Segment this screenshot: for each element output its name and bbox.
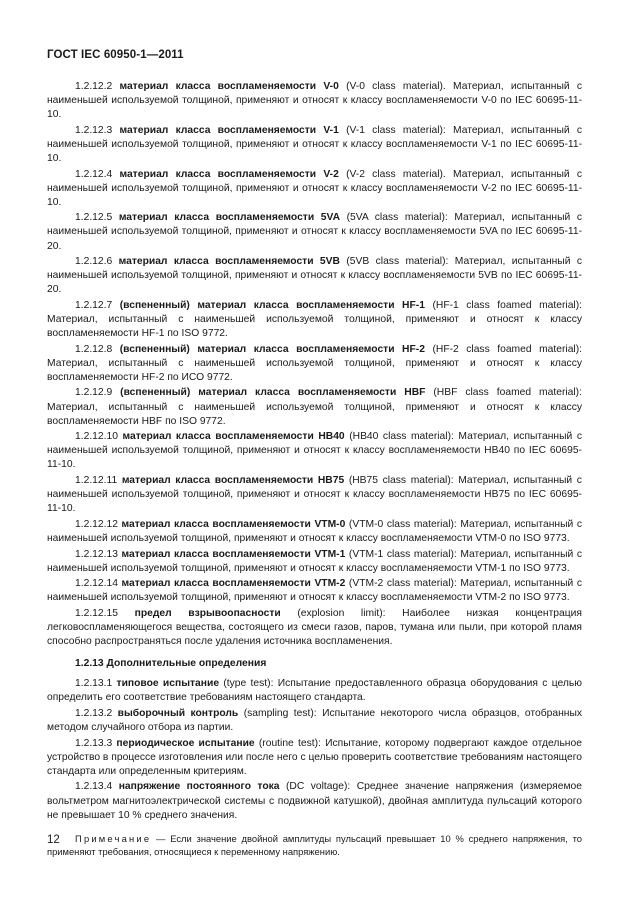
definition-text: (HBF class foamed material): Материал, испытанный с наименьшей используемой толщиной, применяют и относят к классу воспламеняемости HBF по ISO 9772. xyxy=(47,387,582,427)
page-number: 12 xyxy=(47,834,60,846)
definition-paragraph xyxy=(47,386,582,428)
definition-paragraph xyxy=(47,124,582,166)
definition-text: (HB40 class material): Материал, испытанный с наименьшей используемой толщиной, применяют и относят к классу воспламеняемости HB40 по IEC 60695-11-10. xyxy=(47,431,582,471)
clause-number: 1.2.13.3 xyxy=(75,737,113,749)
defined-term: материал класса воспламеняемости HB75 xyxy=(121,475,345,487)
defined-term: периодическое испытание xyxy=(116,737,255,749)
definition-paragraph xyxy=(47,211,582,253)
note-text: — Если значение двойной амплитуды пульсаций превышает 10 % среднего напряжения, то применяют требования, относящиеся к переменному напряжению. xyxy=(47,832,582,857)
definition-paragraph xyxy=(47,677,582,705)
definition-paragraph xyxy=(47,474,582,516)
definition-text: (type test): Испытание предоставленного образца оборудования с целью определить его соответствие требованиям настоящего стандарта. xyxy=(47,678,582,704)
definition-text: (VTM-1 class material): Материал, испытанный с наименьшей используемой толщиной, применяют и относят к классу воспламеняемости VTM-1 по ISO 9773. xyxy=(47,548,582,574)
definition-text: (5VB class material): Материал, испытанный с наименьшей используемой толщиной, применяют и относят к классу воспламеняемости 5VB по IEC 60695-11-20. xyxy=(47,256,582,296)
section-title: Дополнительные определения xyxy=(106,658,267,670)
defined-term: материал класса воспламеняемости 5VB xyxy=(118,256,340,268)
definition-paragraph xyxy=(47,343,582,385)
clause-number: 1.2.12.3 xyxy=(75,124,113,136)
definition-text: (DC voltage): Среднее значение напряжения (измеряемое вольтметром магнитоэлектрической системы с подвижной катушкой), двойная амплитуда пульсаций которого не превышает 10 % среднего значения. xyxy=(47,781,582,821)
defined-term: материал класса воспламеняемости 5VA xyxy=(118,212,341,224)
defined-term: материал класса воспламеняемости V-1 xyxy=(119,124,339,136)
note xyxy=(47,832,582,858)
definition-text: (HB75 class material): Материал, испытанный с наименьшей используемой толщиной, применяют и относят к классу воспламеняемости HB75 по IEC 60695-11-10. xyxy=(47,475,582,515)
clause-number: 1.2.12.2 xyxy=(75,81,113,92)
definition-text: (5VA class material): Материал, испытанный с наименьшей используемой толщиной, применяют и относят к классу воспламеняемости 5VA по IEC 60695-11-20. xyxy=(47,212,582,252)
defined-term: напряжение постоянного тока xyxy=(118,781,280,793)
definition-text: (HF-1 class foamed material): Материал, испытанный с наименьшей используемой толщиной, применяют и относят к классу воспламеняемости HF-1 по ISO 9772. xyxy=(47,299,582,340)
definition-paragraph xyxy=(47,737,582,779)
defined-term: материал класса воспламеняемости V-0 xyxy=(119,81,339,92)
definition-text: (V-2 class material). Материал, испытанный с наименьшей используемой толщиной, применяют и относят к классу воспламеняемости V-2 по IEC 60695-11-10. xyxy=(47,168,582,208)
defined-term: выборочный контроль xyxy=(117,707,239,719)
definition-paragraph xyxy=(47,707,582,735)
section-heading xyxy=(47,657,582,671)
definition-paragraph xyxy=(47,577,582,605)
defined-term: материал класса воспламеняемости VTM-1 xyxy=(121,548,346,560)
note-label: Примечание xyxy=(75,832,152,844)
defined-term: материал класса воспламеняемости V-2 xyxy=(119,168,339,180)
definition-text: (explosion limit): Наиболее низкая концентрация легковоспламеняющегося вещества, состоящего из смеси газов, паров, тумана или пыли, при которой пламя способно распространяться после удаления источника воспламенения. xyxy=(47,607,582,648)
definition-paragraph xyxy=(47,518,582,546)
definition-text: (sampling test): Испытание некоторого числа образцов, отобранных методом случайного отбора из партии. xyxy=(47,707,582,734)
definition-paragraph xyxy=(47,607,582,649)
clause-number: 1.2.13.4 xyxy=(75,781,113,793)
definitions-1-2-12 xyxy=(47,80,582,649)
clause-number: 1.2.13.2 xyxy=(75,707,113,719)
clause-number: 1.2.12.13 xyxy=(75,548,118,560)
clause-number: 1.2.12.11 xyxy=(75,475,118,487)
definition-paragraph xyxy=(47,430,582,472)
defined-term: материал класса воспламеняемости VTM-2 xyxy=(121,578,346,590)
definitions-1-2-13 xyxy=(47,677,582,822)
clause-number: 1.2.12.7 xyxy=(75,299,113,311)
defined-term: (вспененный) материал класса воспламеняемости HF-2 xyxy=(119,343,425,355)
section-number: 1.2.13 xyxy=(75,658,104,670)
definition-text: (V-0 class material). Материал, испытанный с наименьшей используемой толщиной, применяют и относят к классу воспламеняемости V-0 по IEC 60695-11-10. xyxy=(47,81,582,121)
clause-number: 1.2.13.1 xyxy=(75,678,113,690)
clause-number: 1.2.12.9 xyxy=(75,387,113,399)
definition-text: (routine test): Испытание, которому подвергают каждое отдельное устройство в процессе изготовления или после него с целью проверить соответствие требованиям настоящего стандарта или определенным критериям. xyxy=(47,737,582,777)
clause-number: 1.2.12.4 xyxy=(75,168,113,180)
clause-number: 1.2.12.10 xyxy=(75,431,118,443)
document-header: ГОСТ IEC 60950-1—2011 xyxy=(47,49,184,61)
definition-text: (VTM-0 class material): Материал, испытанный с наименьшей используемой толщиной, применяют и относят к классу воспламеняемости VTM-0 по ISO 9773. xyxy=(47,518,582,544)
clause-number: 1.2.12.12 xyxy=(75,518,118,530)
defined-term: предел взрывоопасности xyxy=(134,607,281,619)
clause-number: 1.2.12.6 xyxy=(75,256,113,268)
clause-number: 1.2.12.14 xyxy=(75,578,118,590)
defined-term: материал класса воспламеняемости HB40 xyxy=(122,431,345,443)
defined-term: типовое испытание xyxy=(116,678,220,690)
definition-text: (HF-2 class foamed material): Материал, испытанный с наименьшей используемой толщиной, применяют и относят к классу воспламеняемости HF-2 по ИСО 9772. xyxy=(47,343,582,383)
clause-number: 1.2.12.5 xyxy=(75,212,113,224)
definition-paragraph xyxy=(47,548,582,576)
definition-paragraph xyxy=(47,168,582,210)
clause-number: 1.2.12.15 xyxy=(75,607,118,619)
document-body xyxy=(47,80,582,858)
definition-paragraph xyxy=(47,780,582,822)
defined-term: материал класса воспламеняемости VTM-0 xyxy=(121,518,346,530)
definition-paragraph xyxy=(47,299,582,341)
definition-text: (V-1 class material): Материал, испытанный с наименьшей используемой толщиной, применяют и относят к классу воспламеняемости V-1 по IEC 60695-11-10. xyxy=(47,124,582,164)
defined-term: (вспененный) материал класса воспламеняемости HF-1 xyxy=(119,299,425,311)
definition-text: (VTM-2 class material): Материал, испытанный с наименьшей используемой толщиной, применяют и относят к классу воспламеняемости VTM-2 по ISO 9773. xyxy=(47,578,582,604)
clause-number: 1.2.12.8 xyxy=(75,343,113,355)
definition-paragraph xyxy=(47,80,582,122)
definition-paragraph xyxy=(47,255,582,297)
defined-term: (вспененный) материал класса воспламеняемости HBF xyxy=(120,387,426,399)
